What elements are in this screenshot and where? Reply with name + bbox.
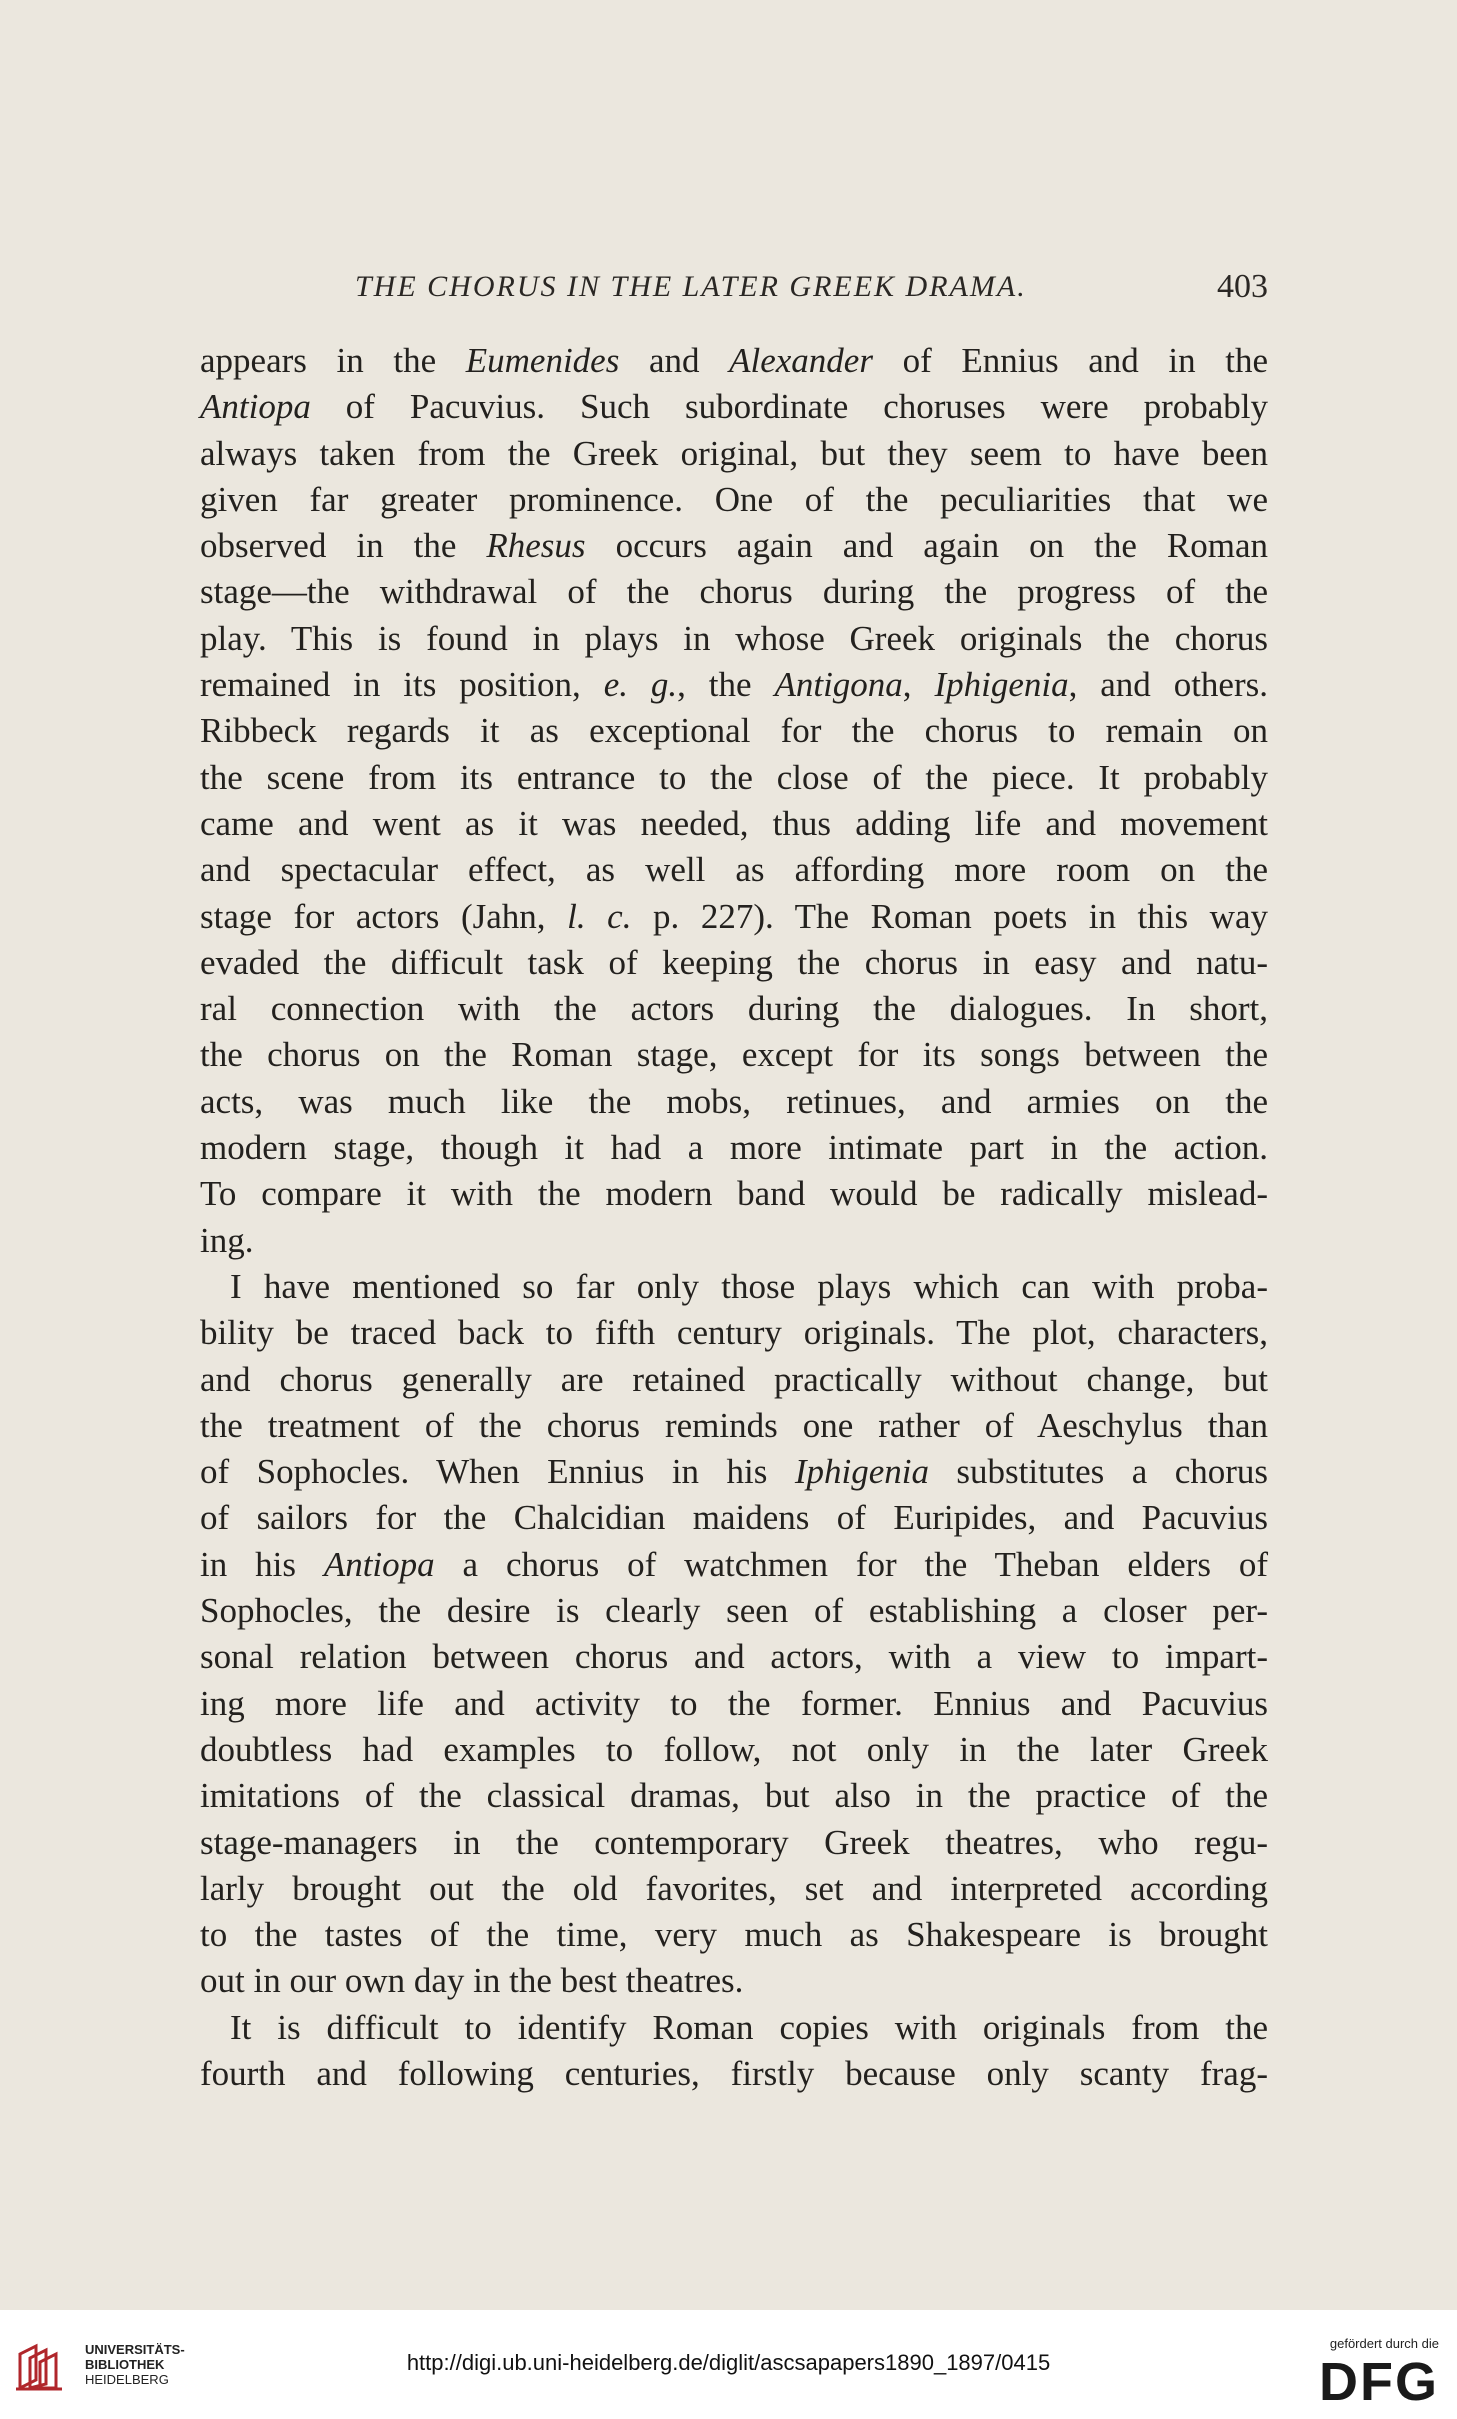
text-line — [200, 1125, 1268, 1171]
text-line — [200, 1866, 1268, 1912]
text-segment: and — [619, 341, 730, 380]
italic-text: Eumenides — [465, 341, 620, 380]
text-segment: p. 227). The Roman poets in this way — [631, 896, 1268, 936]
library-name-line: UNIVERSITÄTS- — [85, 2342, 185, 2357]
text-line — [200, 1449, 1268, 1495]
text-segment: evaded the difficult task of keeping the chorus in easy and natu- — [200, 942, 1268, 982]
text-segment: sonal relation between chorus and actors, with a view to impart- — [200, 1637, 1268, 1677]
text-line — [200, 477, 1268, 523]
italic-text: Antigona — [774, 665, 903, 705]
text-segment: a chorus of watchmen for the Theban elders of — [434, 1544, 1268, 1584]
text-segment: stage—the withdrawal of the chorus during the progress of the — [200, 572, 1268, 612]
text-line — [200, 940, 1268, 986]
text-segment: given far greater prominence. One of the peculiarities that we — [200, 479, 1268, 519]
page-number: 403 — [1217, 268, 1268, 305]
text-segment: of sailors for the Chalcidian maidens of Euripides, and Pacuvius — [200, 1498, 1268, 1538]
library-name-line: BIBLIOTHEK — [85, 2357, 165, 2372]
text-segment: modern stage, though it had a more intimate part in the action. — [200, 1128, 1268, 1168]
text-segment: To compare it with the modern band would be radically mislead- — [200, 1174, 1268, 1214]
text-line — [200, 616, 1268, 662]
text-line — [200, 847, 1268, 893]
italic-text: Iphigenia — [934, 665, 1069, 705]
funding-notice — [1319, 2336, 1439, 2411]
text-line — [200, 1079, 1268, 1125]
text-line — [200, 523, 1268, 569]
text-segment: , — [902, 665, 935, 705]
text-line — [200, 384, 1268, 430]
text-segment: stage for actors (Jahn, — [200, 896, 568, 936]
text-line — [200, 1727, 1268, 1773]
text-segment: play. This is found in plays in whose Greek originals the chorus — [200, 618, 1268, 658]
text-segment: I have mentioned so far only those plays which can with proba- — [230, 1266, 1268, 1306]
text-segment: substitutes a chorus — [928, 1452, 1269, 1492]
dfg-logo: DFG — [1319, 2352, 1439, 2412]
text-segment: occurs again and again on the Roman — [585, 526, 1268, 566]
text-segment: of Pacuvius. Such subordinate choruses were probably — [310, 387, 1268, 427]
text-segment: acts, was much like the mobs, retinues, and armies on the — [200, 1081, 1268, 1121]
text-segment: came and went as it was needed, thus adding life and movement — [200, 803, 1268, 843]
text-line — [200, 801, 1268, 847]
text-line — [200, 1958, 1268, 2004]
text-line — [200, 2005, 1268, 2051]
text-segment: Ribbeck regards it as exceptional for the chorus to remain on — [200, 711, 1268, 751]
text-line — [200, 708, 1268, 754]
text-line — [200, 1681, 1268, 1727]
running-title: THE CHORUS IN THE LATER GREEK DRAMA. — [355, 270, 1027, 303]
text-segment: the chorus on the Roman stage, except for its songs between the — [200, 1035, 1268, 1075]
text-segment: It is difficult to identify Roman copies with originals from the — [230, 2007, 1268, 2047]
text-segment: larly brought out the old favorites, set and interpreted according — [200, 1868, 1268, 1908]
text-segment: of Sophocles. When Ennius in his — [200, 1452, 795, 1492]
text-segment: , and others. — [1068, 665, 1268, 705]
text-segment: of Ennius and in the — [872, 341, 1268, 380]
italic-text: Iphigenia — [794, 1452, 929, 1492]
text-line — [200, 431, 1268, 477]
text-line — [200, 2051, 1268, 2097]
text-segment: out in our own day in the best theatres. — [200, 1961, 744, 2001]
text-line — [200, 1032, 1268, 1078]
text-segment: ral connection with the actors during the dialogues. In short, — [200, 989, 1268, 1029]
text-line — [200, 1634, 1268, 1680]
text-line — [200, 755, 1268, 801]
text-segment: bility be traced back to fifth century originals. The plot, characters, — [200, 1313, 1268, 1353]
text-line — [200, 1218, 1268, 1264]
text-line — [200, 569, 1268, 615]
text-segment: fourth and following centuries, firstly because only scanty frag- — [200, 2053, 1268, 2093]
text-line — [200, 1495, 1268, 1541]
italic-text: Alexander — [729, 341, 873, 380]
source-url-link[interactable]: http://digi.ub.uni-heidelberg.de/diglit/ascsapapers1890_1897/0415 — [406, 2350, 1051, 2375]
italic-text: Rhesus — [486, 526, 586, 566]
text-line — [200, 1357, 1268, 1403]
text-segment: appears in the — [200, 341, 466, 380]
text-segment: observed in the — [200, 526, 487, 566]
text-line — [200, 1912, 1268, 1958]
footer-bar — [0, 2310, 1457, 2419]
text-segment: ing. — [200, 1220, 254, 1260]
italic-text: Antiopa — [200, 387, 311, 427]
text-line — [200, 1820, 1268, 1866]
text-segment: imitations of the classical dramas, but also in the practice of the — [200, 1776, 1268, 1816]
library-name-line: HEIDELBERG — [85, 2372, 169, 2387]
italic-text: Antiopa — [323, 1544, 435, 1584]
text-line — [200, 1171, 1268, 1217]
funding-text: gefördert durch die — [1329, 2336, 1439, 2351]
text-segment: doubtless had examples to follow, not only in the later Greek — [200, 1729, 1268, 1769]
text-line — [200, 1264, 1268, 1310]
text-segment: remained in its position, — [200, 665, 604, 705]
italic-text: l. c. — [567, 896, 632, 936]
text-segment: ing more life and activity to the former. Ennius and Pacuvius — [200, 1683, 1268, 1723]
text-line — [200, 986, 1268, 1032]
text-segment: always taken from the Greek original, but they seem to have been — [200, 433, 1268, 473]
text-line — [200, 662, 1268, 708]
text-line — [200, 1773, 1268, 1819]
text-segment: and spectacular effect, as well as affording more room on the — [200, 850, 1268, 890]
text-line — [200, 894, 1268, 940]
text-segment: and chorus generally are retained practically without change, but — [200, 1359, 1268, 1399]
text-segment: stage-managers in the contemporary Greek theatres, who regu- — [200, 1822, 1268, 1862]
text-line — [200, 1310, 1268, 1356]
text-line — [200, 1403, 1268, 1449]
text-segment: in his — [200, 1544, 324, 1584]
text-line — [200, 1542, 1268, 1588]
text-segment: Sophocles, the desire is clearly seen of establishing a closer per- — [200, 1591, 1268, 1631]
running-head — [200, 270, 1268, 310]
text-line — [200, 1588, 1268, 1634]
text-line — [200, 338, 1268, 384]
body-text — [200, 338, 1268, 2097]
text-segment: to the tastes of the time, very much as Shakespeare is brought — [200, 1915, 1268, 1955]
italic-text: e. g. — [603, 665, 678, 705]
text-segment: the treatment of the chorus reminds one rather of Aeschylus than — [200, 1405, 1268, 1445]
text-segment: the scene from its entrance to the close of the piece. It probably — [200, 757, 1268, 797]
text-segment: , the — [677, 665, 775, 705]
